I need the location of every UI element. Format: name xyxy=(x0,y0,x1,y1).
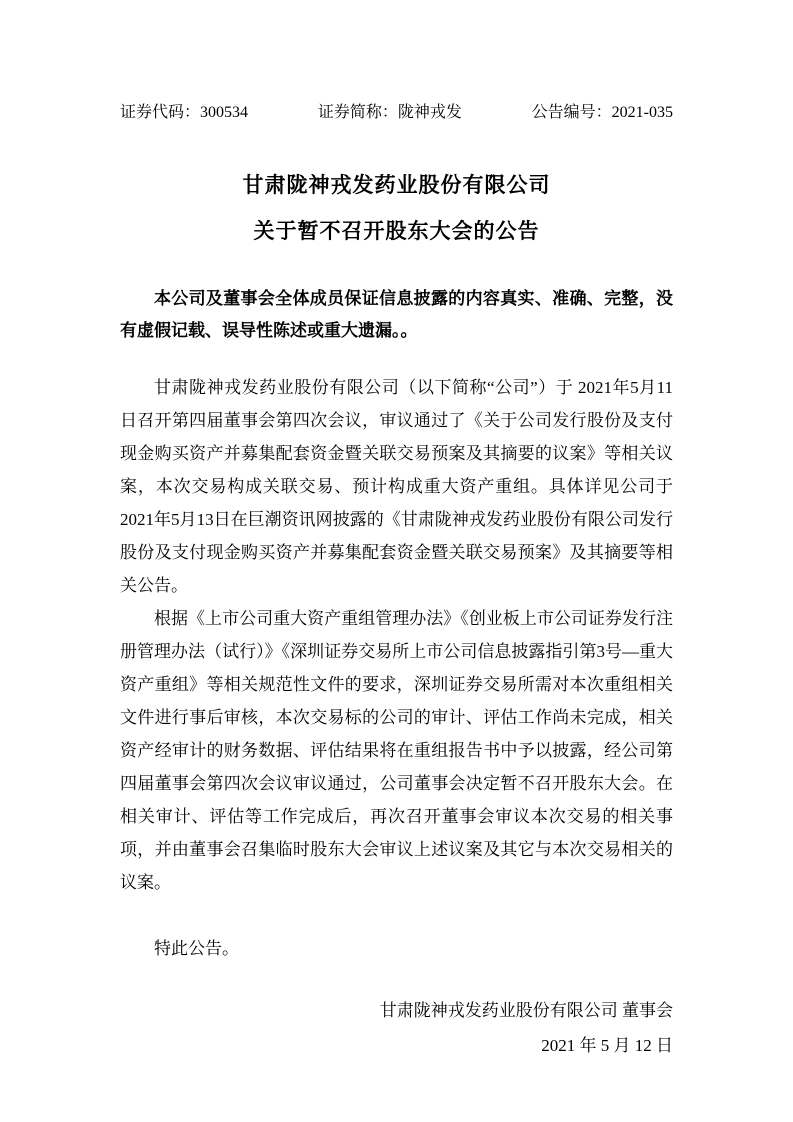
body-paragraph: 甘肃陇神戎发药业股份有限公司（以下简称“公司”）于 2021年5月11日召开第四届董事会第四次会议，审议通过了《关于公司发行股份及支付现金购买资产并募集配套资金暨关联交易预案及其摘要的议案》等相关议案，本次交易构成关联交易、预计构成重大资产重组。具体详见公司于2021年5月13日在巨潮资讯网披露的《甘肃陇神戎发药业股份有限公司发行股份及支付现金购买资产并募集配套资金暨关联交易预案》及其摘要等相关公告。 xyxy=(120,378,673,595)
closing-line: 特此公告。 xyxy=(154,939,239,958)
security-info-header xyxy=(120,96,673,129)
document-title xyxy=(120,163,673,255)
stock-code: 证券代码：300534 xyxy=(120,104,249,121)
announcement-body xyxy=(120,371,673,899)
signature-date: 2021 年 5 月 12 日 xyxy=(541,1036,673,1055)
company-name-title: 甘肃陇神戎发药业股份有限公司 xyxy=(242,174,551,197)
signature-block xyxy=(120,993,673,1063)
board-statement: 本公司及董事会全体成员保证信息披露的内容真实、准确、完整，没有虚假记载、误导性陈述或重大遗漏。。 xyxy=(120,289,673,340)
signature-company: 甘肃陇神戎发药业股份有限公司 董事会 xyxy=(379,1001,673,1020)
announcement-title: 关于暂不召开股东大会的公告 xyxy=(253,220,540,243)
body-paragraph: 根据《上市公司重大资产重组管理办法》《创业板上市公司证券发行注册管理办法（试行）》《深圳证券交易所上市公司信息披露指引第3号—重大资产重组》等相关规范性文件的要求，深圳证券交易所需对本次重组相关文件进行事后审核，本次交易标的公司的审计、评估工作尚未完成，相关资产经审计的财务数据、评估结果将在重组报告书中予以披露，经公司第四届董事会第四次会议审议通过，公司董事会决定暂不召开股东大会。在相关审计、评估等工作完成后，再次召开董事会审议本次交易的相关事项，并由董事会召集临时股东大会审议上述议案及其它与本次交易相关的议案。 xyxy=(120,609,673,892)
stock-name: 证券简称：陇神戎发 xyxy=(317,104,462,121)
announcement-number: 公告编号：2021-035 xyxy=(531,104,673,121)
